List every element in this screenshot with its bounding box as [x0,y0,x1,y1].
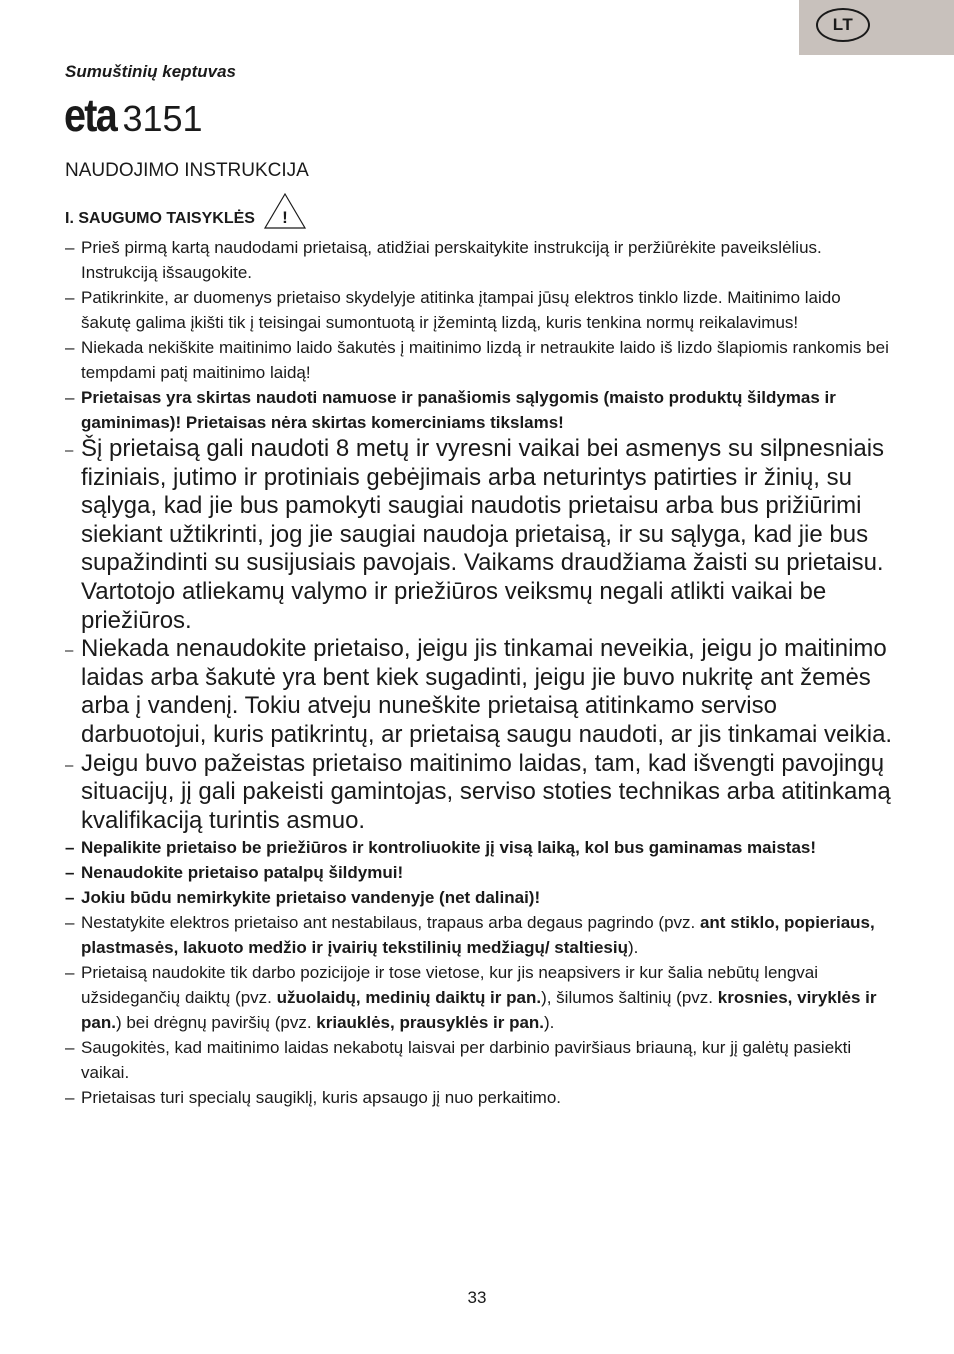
list-item: – Niekada nekiškite maitinimo laido šakutės į maitinimo lizdą ir netraukite laido iš lizdo šlapiomis rankomis bei tempdami patį maitinimo laidą! [65,338,889,382]
list-item-text: Jokiu būdu nemirkykite prietaiso vandenyje (net dalinai)! [81,888,541,908]
list-item: – Prietaisas yra skirtas naudoti namuose ir panašiomis sąlygomis (maisto produktų šildymas ir gaminimas)! Prietaisas nėra skirtas komerciniams tikslams! [65,388,836,432]
list-item: – Niekada nenaudokite prietaiso, jeigu jis tinkamai neveikia, jeigu jo maitinimo laidas arba šakutė yra bent kiek sugadinti, jeigu jie buvo nukritę ant žemės arba į vandenį. Tokiu atveju nuneškite prietaisą atitinkamo serviso darbuotojui, kuris patikrintų, ar prietaisą saugu naudoti, ar jis tinkamai veikia. [65,635,893,748]
list-item-text: Niekada nekiškite maitinimo laido šakutės į maitinimo lizdą ir netraukite laido iš lizdo šlapiomis rankomis bei tempdami patį maitinimo laidą! [81,338,889,382]
list-item: – Nestatykite elektros prietaiso ant nestabilaus, trapaus arba degaus pagrindo (pvz. ant stiklo, popieriaus, plastmasės, lakuoto medžio ir įvairių tekstilinių medžiagų/ staltiesių). [65,913,875,958]
list-item: – Patikrinkite, ar duomenys prietaiso skydelyje atitinka įtampai jūsų elektros tinklo lizde. Maitinimo laido šakutę galima įkišti tik į teisingai sumontuotą ir įžemintą lizdą, kuris tenkina normų reikalavimus! [65,288,841,332]
list-item-text: Prietaisas turi specialų saugiklį, kuris apsaugo jį nuo perkaitimo. [81,1088,562,1108]
language-badge: LT [816,8,870,42]
list-item: – Jeigu buvo pažeistas prietaiso maitinimo laidas, tam, kad išvengti pavojingų situacijų, jį gali pakeisti gamintojas, serviso stoties technikas arba atitinkamą kvalifikaciją turintis asmuo. [65,749,891,834]
brand-logo: eta [64,89,117,141]
language-tab [799,0,954,55]
warning-mark: ! [282,208,288,227]
list-item-text: Niekada nenaudokite prietaiso, jeigu jis tinkamai neveikia, jeigu jo maitinimo laidas arba šakutė yra bent kiek sugadinti, jeigu jie buvo nukritę ant žemės arba į vandenį. Tokiu atveju nuneškite prietaisą atitinkamo serviso darbuotojui, kuris patikrintų, ar prietaisą saugu naudoti, ar jis tinkamai veikia. [81,635,893,748]
list-item: – Nenaudokite prietaiso patalpų šildymui! [65,863,404,883]
list-item-text: Saugokitės, kad maitinimo laidas nekabotų laisvai per darbinio paviršiaus briauną, kur jį galėtų pasiekti vaikai. [81,1038,852,1083]
model-number: 3151 [122,98,203,139]
product-subtitle: Sumuštinių keptuvas [65,62,236,81]
list-item-text: Prietaisas yra skirtas naudoti namuose ir panašiomis sąlygomis (maisto produktų šildymas ir gaminimas)! Prietaisas nėra skirtas komerciniams tikslams! [81,388,836,432]
list-item: – Prietaisą naudokite tik darbo pozicijoje ir tose vietose, kur jis neapsivers ir kur šalia nebūtų lengvai užsidegančių daiktų (pvz. užuolaidų, medinių daiktų ir pan.), šilumos šaltinių (pvz. krosnies, viryklės ir pan.) bei drėgnų paviršių (pvz. kriauklės, prausyklės ir pan.). [65,963,877,1033]
section-title [65,208,307,230]
manual-heading: NAUDOJIMO INSTRUKCIJA [65,160,309,181]
list-item-text: Nestatykite elektros prietaiso ant nestabilaus, trapaus arba degaus pagrindo (pvz. ant stiklo, popieriaus, plastmasės, lakuoto medžio ir įvairių tekstilinių medžiagų/ staltiesių). [81,913,875,958]
section-title-text: I. SAUGUMO TAISYKLĖS [65,210,255,227]
list-item: – Nepalikite prietaiso be priežiūros ir kontroliuokite jį visą laiką, kol bus gaminamas maistas! [65,838,817,858]
brand-title [64,88,203,141]
list-item-text: Jeigu buvo pažeistas prietaiso maitinimo laidas, tam, kad išvengti pavojingų situacijų, jį gali pakeisti gamintojas, serviso stoties technikas arba atitinkamą kvalifikaciją turintis asmuo. [81,749,891,834]
list-item-text: Prietaisą naudokite tik darbo pozicijoje ir tose vietose, kur jis neapsivers ir kur šalia nebūtų lengvai užsidegančių daiktų (pvz. užuolaidų, medinių daiktų ir pan.), šilumos šaltinių (pvz. krosnies, viryklės ir pan.) bei drėgnų paviršių (pvz. kriauklės, prausyklės ir pan.). [81,963,877,1033]
list-item: – Prietaisas turi specialų saugiklį, kuris apsaugo jį nuo perkaitimo. [65,1088,562,1108]
list-item-text: Šį prietaisą gali naudoti 8 metų ir vyresni vaikai bei asmenys su silpnesniais fiziniais, jutimo ir protiniais gebėjimais arba neturintys patirties ir žinių, su sąlyga, kad jie bus pamokyti saugiai naudotis prietaisu arba bus prižiūrimi siekiant užtikrinti, jog jie saugiai naudoja prietaisą, ir su sąlyga, kad jie bus supažindinti su susijusiais pavojais. Vaikams draudžiama žaisti su prietaisu. Vartotojo atliekamų valymo ir priežiūros veiksmų negali atlikti vaikai be priežiūros. [81,435,885,634]
list-item-text: Patikrinkite, ar duomenys prietaiso skydelyje atitinka įtampai jūsų elektros tinklo lizde. Maitinimo laido šakutę galima įkišti tik į teisingai sumontuotą ir įžemintą lizdą, kuris tenkina normų reikalavimus! [81,288,841,332]
page-number: 33 [467,1288,487,1307]
list-item: – Šį prietaisą gali naudoti 8 metų ir vyresni vaikai bei asmenys su silpnesniais fiziniais, jutimo ir protiniais gebėjimais arba neturintys patirties ir žinių, su sąlyga, kad jie bus pamokyti saugiai naudotis prietaisu arba bus prižiūrimi siekiant užtikrinti, jog jie saugiai naudoja prietaisą, ir su sąlyga, kad jie bus supažindinti su susijusiais pavojais. Vaikams draudžiama žaisti su prietaisu. Vartotojo atliekamų valymo ir priežiūros veiksmų negali atlikti vaikai be priežiūros. [65,435,885,634]
list-item: – Prieš pirmą kartą naudodami prietaisą, atidžiai perskaitykite instrukciją ir peržiūrėkite paveikslėlius. Instrukciją išsaugokite. [65,238,822,282]
list-item-text: Nepalikite prietaiso be priežiūros ir kontroliuokite jį visą laiką, kol bus gaminamas maistas! [81,838,817,858]
safety-rules-list [65,235,895,1110]
list-item-text: Prieš pirmą kartą naudodami prietaisą, atidžiai perskaitykite instrukciją ir peržiūrėkite paveikslėlius. Instrukciją išsaugokite. [81,238,822,282]
list-item: – Saugokitės, kad maitinimo laidas nekabotų laisvai per darbinio paviršiaus briauną, kur jį galėtų pasiekti vaikai. [65,1038,852,1083]
warning-triangle-icon [263,192,307,230]
list-item: – Jokiu būdu nemirkykite prietaiso vandenyje (net dalinai)! [65,888,541,908]
list-item-text: Nenaudokite prietaiso patalpų šildymui! [81,863,404,883]
